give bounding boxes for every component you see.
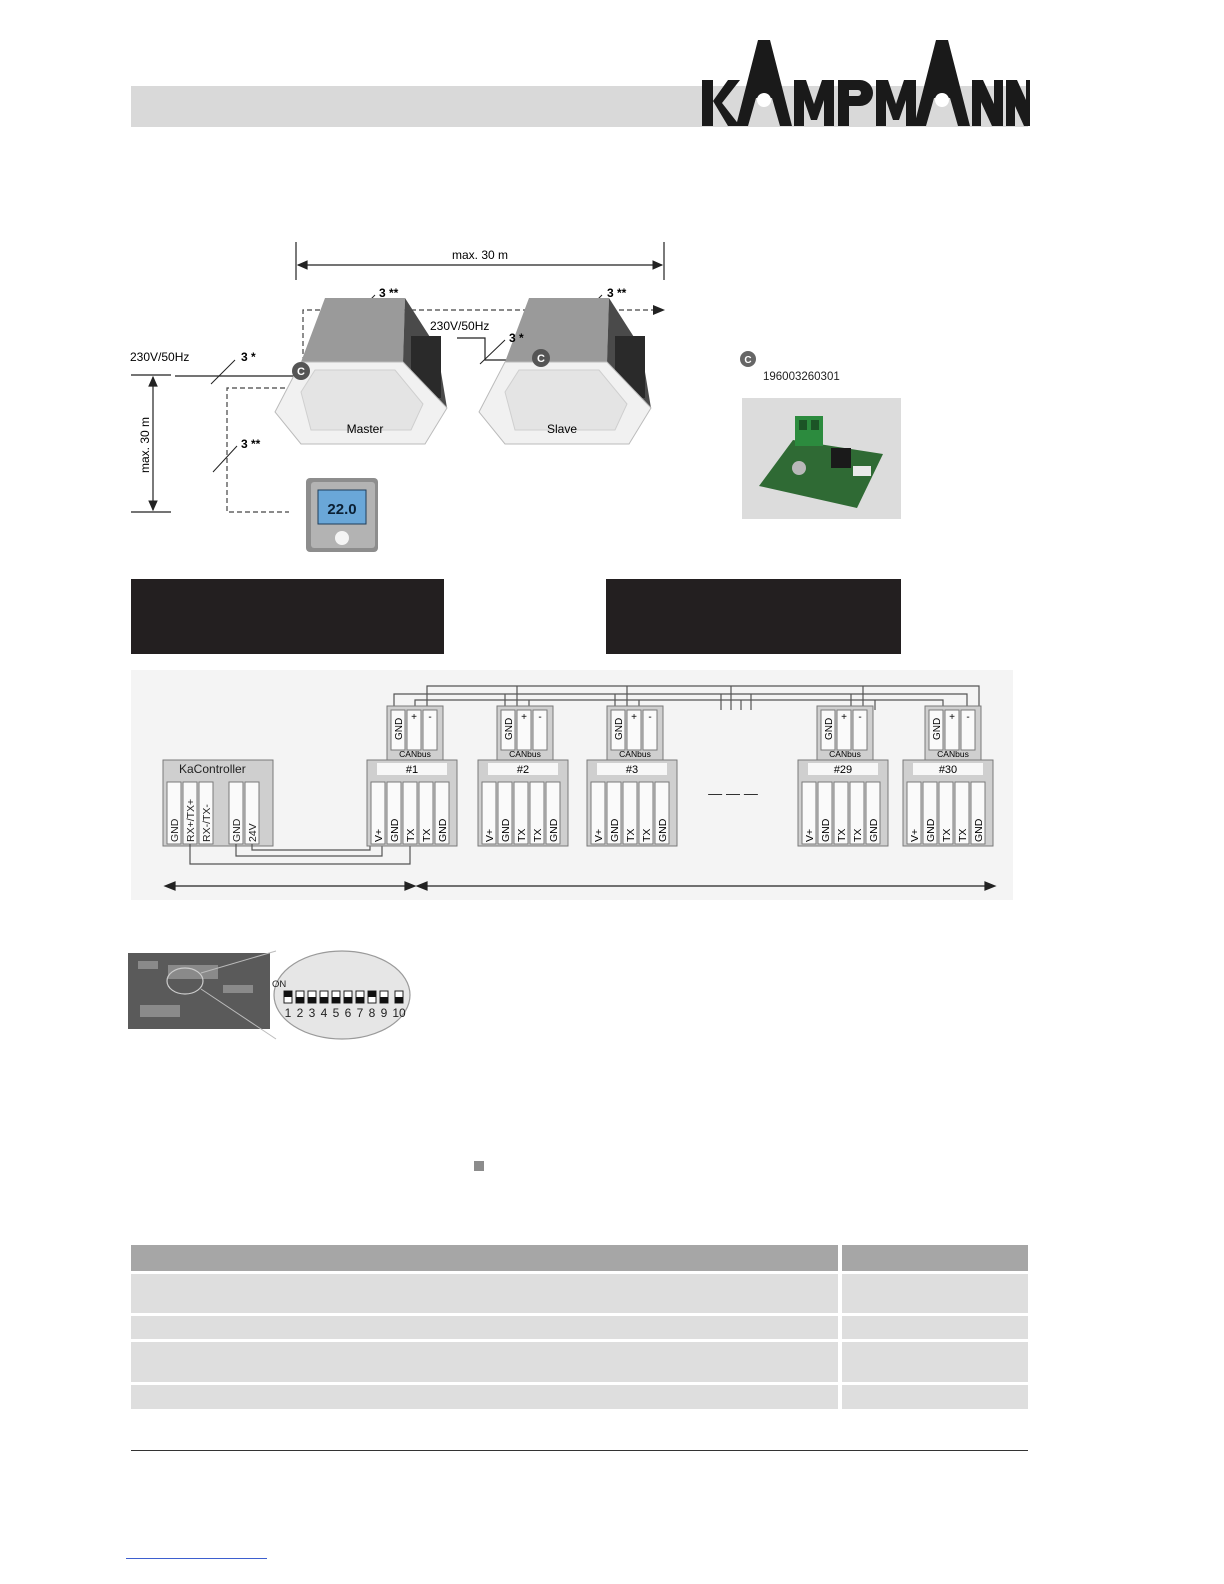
- svg-text:GND: GND: [973, 818, 985, 842]
- svg-text:RX+/TX+: RX+/TX+: [185, 798, 197, 842]
- unit-ellipsis: — — —: [708, 785, 758, 801]
- svg-text:CANbus: CANbus: [829, 749, 861, 759]
- cable-label-3: 3 *: [509, 331, 524, 345]
- kacontroller: [163, 760, 273, 846]
- svg-text:C: C: [297, 366, 305, 378]
- svg-text:KaController: KaController: [179, 762, 246, 776]
- svg-text:GND: GND: [437, 818, 449, 842]
- dimension-side-label: max. 30 m: [138, 416, 152, 474]
- svg-text:CANbus: CANbus: [619, 749, 651, 759]
- unit-label-master: Master: [346, 422, 384, 436]
- table-row-3-col-2: [842, 1342, 1028, 1382]
- table-row-4-col-1: [131, 1385, 838, 1409]
- svg-text:#2: #2: [516, 764, 530, 776]
- svg-text:-: -: [966, 712, 970, 723]
- dip-switch-lever: [395, 997, 403, 1003]
- dip-switch-lever: [308, 997, 316, 1003]
- kampmann-logo: [700, 38, 1030, 134]
- dip-switch-lever: [368, 991, 376, 997]
- dip-switch-lever: [284, 991, 292, 997]
- table-header-cell-2: [842, 1245, 1028, 1271]
- svg-text:GND: GND: [504, 717, 515, 740]
- dimension-top-label: max. 30 m: [451, 248, 509, 262]
- svg-text:GND: GND: [868, 818, 880, 842]
- svg-text:-: -: [858, 712, 862, 723]
- dip-number: 7: [356, 1006, 364, 1020]
- room-thermostat: [306, 478, 378, 552]
- dip-number: 3: [308, 1006, 316, 1020]
- footer-rule: [131, 1450, 1028, 1451]
- power-label-master: 230V/50Hz: [130, 350, 190, 364]
- svg-text:GND: GND: [548, 818, 560, 842]
- svg-text:V+: V+: [484, 828, 496, 842]
- svg-text:#1: #1: [405, 764, 419, 776]
- svg-text:TX: TX: [532, 828, 544, 842]
- svg-text:24V: 24V: [247, 823, 259, 842]
- svg-text:+: +: [949, 712, 955, 723]
- svg-text:CANbus: CANbus: [509, 749, 541, 759]
- dip-number: 4: [320, 1006, 328, 1020]
- svg-text:GND: GND: [925, 818, 937, 842]
- module-code: 196003260301: [763, 371, 840, 383]
- svg-text:CANbus: CANbus: [399, 749, 431, 759]
- connector-marker-slave: [532, 349, 550, 367]
- module-marker: C: [744, 355, 752, 366]
- dip-number: 6: [344, 1006, 352, 1020]
- svg-text:+: +: [521, 712, 527, 723]
- wiring-diagram: [131, 670, 1013, 900]
- svg-text:#30: #30: [938, 764, 958, 776]
- installation-diagram: [125, 240, 685, 560]
- svg-text:GND: GND: [231, 818, 243, 842]
- svg-text:V+: V+: [909, 828, 921, 842]
- svg-text:V+: V+: [373, 828, 385, 842]
- table-row-2-col-1: [131, 1316, 838, 1339]
- dip-switch-figure: [128, 945, 418, 1045]
- dip-number: 10: [392, 1006, 406, 1020]
- cable-label-4: 3 *: [241, 350, 256, 364]
- power-label-slave: 230V/50Hz: [430, 319, 490, 333]
- dip-number: 1: [284, 1006, 292, 1020]
- svg-text:+: +: [411, 712, 417, 723]
- connector-marker-master: [292, 362, 310, 380]
- table-row-1-col-2: [842, 1274, 1028, 1313]
- svg-text:GND: GND: [169, 818, 181, 842]
- svg-text:-: -: [538, 712, 542, 723]
- svg-text:GND: GND: [824, 717, 835, 740]
- black-heading-box-right: [606, 579, 901, 654]
- table-row-4-col-2: [842, 1385, 1028, 1409]
- table-row-3-col-1: [131, 1342, 838, 1382]
- svg-text:#3: #3: [625, 764, 639, 776]
- svg-text:V+: V+: [593, 828, 605, 842]
- dip-number: 9: [380, 1006, 388, 1020]
- footer-link-underline[interactable]: [126, 1558, 267, 1559]
- table-header-cell-1: [131, 1245, 838, 1271]
- dip-switch-lever: [344, 997, 352, 1003]
- dip-switch-lever: [320, 997, 328, 1003]
- svg-text:TX: TX: [405, 828, 417, 842]
- svg-text:GND: GND: [820, 818, 832, 842]
- svg-text:C: C: [537, 353, 545, 365]
- svg-text:-: -: [648, 712, 652, 723]
- dip-number: 2: [296, 1006, 304, 1020]
- svg-text:TX: TX: [625, 828, 637, 842]
- svg-text:TX: TX: [957, 828, 969, 842]
- dip-switch-lever: [296, 997, 304, 1003]
- black-heading-box-left: [131, 579, 444, 654]
- svg-text:GND: GND: [657, 818, 669, 842]
- svg-text:TX: TX: [421, 828, 433, 842]
- svg-text:GND: GND: [394, 717, 405, 740]
- svg-text:#29: #29: [833, 764, 853, 776]
- svg-text:RX-/TX-: RX-/TX-: [201, 804, 213, 842]
- cable-label-5: 3 **: [241, 437, 261, 451]
- svg-text:-: -: [428, 712, 432, 723]
- svg-text:GND: GND: [609, 818, 621, 842]
- svg-text:GND: GND: [614, 717, 625, 740]
- svg-text:TX: TX: [516, 828, 528, 842]
- module-c-panel: [735, 348, 915, 524]
- svg-text:GND: GND: [389, 818, 401, 842]
- svg-text:GND: GND: [932, 717, 943, 740]
- svg-text:+: +: [841, 712, 847, 723]
- thermostat-display: 22.0: [327, 501, 357, 518]
- cable-label-2: 3 **: [607, 286, 627, 300]
- cable-label-1: 3 **: [379, 286, 399, 300]
- dip-number: 5: [332, 1006, 340, 1020]
- dip-switch-lever: [356, 997, 364, 1003]
- svg-text:+: +: [631, 712, 637, 723]
- table-row-2-col-2: [842, 1316, 1028, 1339]
- legend-square: [474, 1161, 484, 1171]
- svg-text:TX: TX: [836, 828, 848, 842]
- svg-text:GND: GND: [500, 818, 512, 842]
- dip-switch-lever: [380, 997, 388, 1003]
- dip-on-label: ON: [272, 979, 287, 990]
- svg-text:V+: V+: [804, 828, 816, 842]
- dip-switch-lever: [332, 997, 340, 1003]
- svg-text:TX: TX: [852, 828, 864, 842]
- table-row-1-col-1: [131, 1274, 838, 1313]
- dip-switch-row: [284, 991, 403, 1003]
- dip-number: 8: [368, 1006, 376, 1020]
- svg-text:CANbus: CANbus: [937, 749, 969, 759]
- unit-label-slave: Slave: [546, 422, 578, 436]
- svg-text:TX: TX: [641, 828, 653, 842]
- svg-text:TX: TX: [941, 828, 953, 842]
